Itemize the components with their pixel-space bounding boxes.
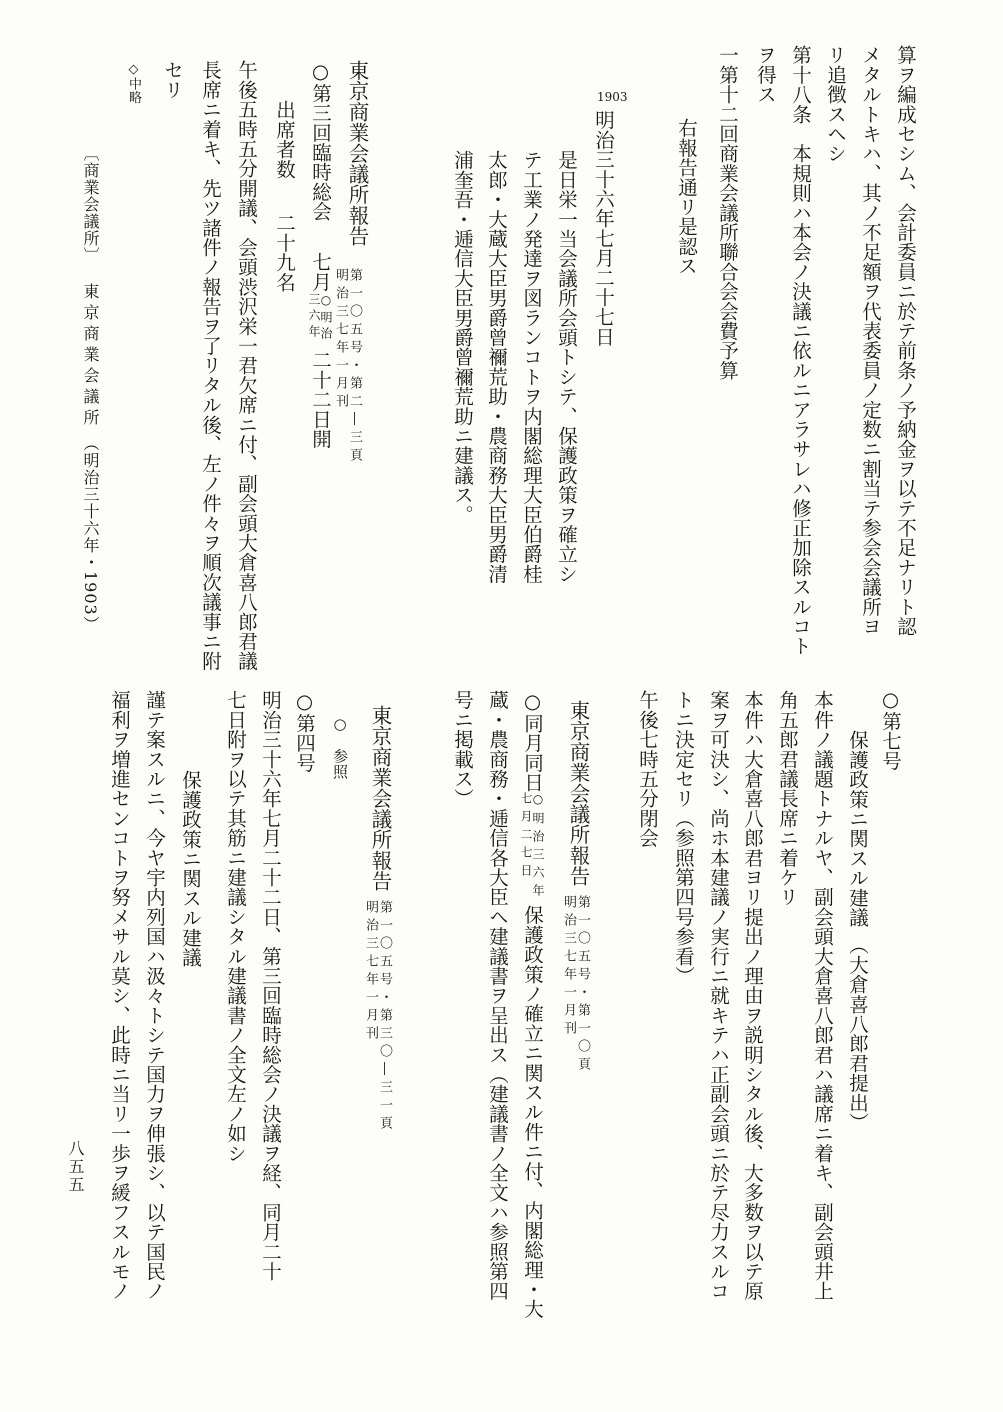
- source-published: 明治三七年一月刊: [561, 895, 576, 1039]
- proposal-title: 保護政策ニ関スル建議: [179, 770, 202, 967]
- source-annotation: [561, 895, 589, 1075]
- meeting-text-line: 長席ニ着キ、先ツ諸件ノ報告ヲ了リタル後、左ノ件々ヲ順次議事ニ附: [199, 60, 222, 671]
- western-year-label: 1903: [597, 90, 628, 104]
- minutes-text-line: トニ決定セリ（参照第四号参看）: [672, 690, 695, 986]
- reference-label: ○ 参照: [331, 715, 349, 779]
- rules-text-line: リ追徴スヘシ: [824, 45, 847, 164]
- proposal-body-line: 福利ヲ増進センコトヲ努メサル莫シ、此時ニ当リ一歩ヲ緩フスルモノ: [108, 690, 131, 1301]
- entry-date: 明治三十六年七月二十七日: [592, 110, 615, 347]
- entry-text-line: 太郎・大蔵大臣男爵曾禰荒助・農商務大臣男爵清: [485, 150, 508, 584]
- attendance-label: 出席者数: [273, 100, 296, 179]
- source-published: 明治三七年一月刊: [363, 900, 378, 1044]
- reference-text-line: 七日附ヲ以テ其筋ニ建議シタル建議書ノ全文左ノ如シ: [224, 690, 247, 1163]
- entry-text-line: 浦奎吾・逓信大臣男爵曾禰荒助ニ建議ス。: [451, 150, 474, 525]
- proposal-title: 保護政策ニ関スル建議: [846, 730, 869, 927]
- submission-date-note: [520, 792, 544, 902]
- minutes-text-line: 本件ハ大倉喜八郎君ヨリ提出ノ理由ヲ説明シタル後、大多数ヲ以テ原: [741, 690, 764, 1301]
- minutes-text-line: 本件ノ議題トナルヤ、副会頭大倉喜八郎君ハ議席ニ着キ、副会頭井上: [811, 690, 834, 1301]
- source-title: 東京商業会議所報告: [368, 705, 392, 892]
- meeting-text-line: セリ: [161, 60, 184, 100]
- meeting-heading: ○第三回臨時総会: [309, 60, 332, 222]
- minutes-text-line: 案ヲ可決シ、尚ホ本建議ノ実行ニ就キテハ正副会頭ニ於テ尽力スルコ: [707, 690, 730, 1301]
- submission-text-line: 号ニ掲載ス）: [451, 690, 474, 809]
- running-header-period: （明治三十六年・1903）: [81, 435, 100, 633]
- source-title: 東京商業会議所報告: [345, 60, 369, 247]
- meeting-era-note: [308, 293, 332, 343]
- date-note-line: ○明治三六年: [531, 792, 545, 902]
- era-note-line: 三六年: [307, 293, 321, 341]
- budget-item-line: 一第十二回商業会議所聯合会会費予算: [716, 45, 739, 380]
- closing-time: 午後七時五分閉会: [636, 690, 659, 848]
- source-annotation: [333, 268, 361, 466]
- date-note-line: 七月二七日: [519, 792, 533, 882]
- submission-lead: ○同月同日: [521, 690, 544, 792]
- source-published: 明治三七年一月刊: [333, 268, 348, 412]
- proposal-body-line: 謹テ案スルニ、今ヤ宇内列国ハ汲々トシテ国力ヲ伸張シ、以テ国民ノ: [143, 690, 166, 1301]
- rules-text-line: ヲ得ス: [754, 45, 777, 105]
- source-issue: 第一〇五号・第一〇頁: [575, 895, 590, 1075]
- era-note-line: ○明治: [319, 293, 333, 343]
- source-issue: 第一〇五号・第三〇―三一頁: [377, 900, 392, 1134]
- rules-article-line: 第十八条 本規則ハ本会ノ決議ニ依ルニアラサレハ修正加除スルコト: [789, 45, 812, 656]
- reference-heading: ○第四号: [293, 690, 316, 773]
- entry-text-line: 是日栄一当会議所会頭トシテ、保護政策ヲ確立シ: [555, 150, 578, 584]
- meeting-month: 七月: [309, 252, 332, 292]
- rules-text-line: 算ヲ編成セシム、会計委員ニ於テ前条ノ予納金ヲ以テ不足ナリト認: [894, 45, 917, 636]
- rules-text-line: メタルトキハ、其ノ不足額ヲ代表委員ノ定数ニ割当テ参会会議所ヨ: [859, 45, 882, 636]
- running-header-organization: 東京商業会議所: [81, 283, 100, 430]
- submission-text-line: 保護政策ノ確立ニ関スル件ニ付、内閣総理・大: [521, 905, 544, 1319]
- page-number: 八五五: [66, 1140, 85, 1194]
- source-issue: 第一〇五号・第二―三頁: [347, 268, 362, 466]
- running-header-category: 〔商業会議所〕: [81, 145, 100, 264]
- proposer-note: （大倉喜八郎君提出）: [846, 935, 869, 1132]
- omission-mark: ◇中略: [126, 62, 141, 104]
- item-heading: ○第七号: [879, 688, 902, 771]
- attendance-count: 二十九名: [273, 213, 296, 292]
- source-title: 東京商業会議所報告: [566, 700, 590, 887]
- minutes-text-line: 角五郎君議長席ニ着ケリ: [776, 690, 799, 907]
- meeting-day: 二十二日開: [309, 350, 332, 449]
- meeting-text-line: 午後五時五分開議、会頭渋沢栄一君欠席ニ付、副会頭大倉喜八郎君議: [235, 60, 258, 671]
- entry-text-line: テ工業ノ発達ヲ図ランコトヲ内閣総理大臣伯爵桂: [520, 150, 543, 584]
- approval-note: 右報告通リ是認ス: [675, 118, 698, 276]
- reference-text-line: 明治三十六年七月二十二日、第三回臨時総会ノ決議ヲ経、同月二十: [259, 690, 282, 1281]
- source-annotation: [363, 900, 391, 1134]
- submission-text-line: 蔵・農商務・逓信各大臣ヘ建議書ヲ呈出ス（建議書ノ全文ハ参照第四: [486, 690, 509, 1301]
